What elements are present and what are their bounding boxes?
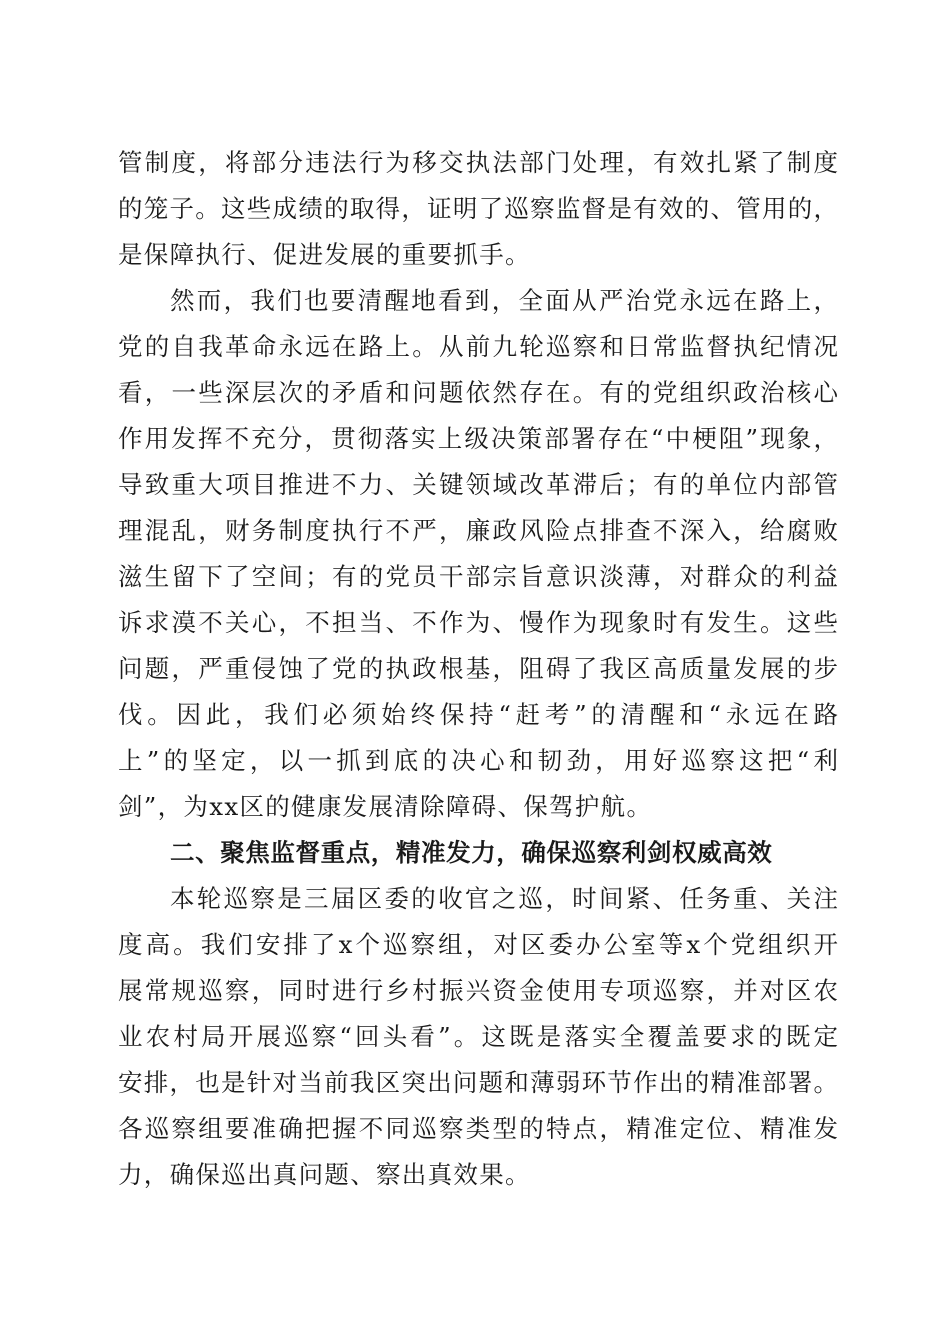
paragraph-2-line-5: 导致重大项目推进不力、关键领域改革滞后；有的单位内部管 — [118, 470, 838, 499]
paragraph-2-line-7: 滋生留下了空间；有的党员干部宗旨意识淡薄，对群众的利益 — [118, 562, 838, 591]
paragraph-2-line-6: 理混乱，财务制度执行不严，廉政风险点排查不深入，给腐败 — [118, 516, 838, 545]
paragraph-2-line-9: 问题，严重侵蚀了党的执政根基，阻碍了我区高质量发展的步 — [118, 654, 838, 683]
paragraph-3-line-1: 本轮巡察是三届区委的收官之巡，时间紧、任务重、关注 — [170, 884, 838, 913]
paragraph-3-line-4: 业农村局开展巡察“回头看”。这既是落实全覆盖要求的既定 — [118, 1022, 838, 1051]
paragraph-3-line-7: 力，确保巡出真问题、察出真效果。 — [118, 1160, 531, 1189]
paragraph-3-line-5: 安排，也是针对当前我区突出问题和薄弱环节作出的精准部署。 — [118, 1068, 838, 1097]
paragraph-2-line-12: 剑”，为xx区的健康发展清除障碍、保驾护航。 — [118, 792, 653, 821]
paragraph-1-line-1: 管制度，将部分违法行为移交执法部门处理，有效扎紧了制度 — [118, 148, 838, 177]
paragraph-1-line-3: 是保障执行、促进发展的重要抓手。 — [118, 240, 531, 269]
paragraph-3-line-6: 各巡察组要准确把握不同巡察类型的特点，精准定位、精准发 — [118, 1114, 838, 1143]
paragraph-2-line-11: 上”的坚定，以一抓到底的决心和韧劲，用好巡察这把“利 — [118, 746, 838, 775]
paragraph-2-line-2: 党的自我革命永远在路上。从前九轮巡察和日常监督执纪情况 — [118, 332, 838, 361]
paragraph-1-line-2: 的笼子。这些成绩的取得，证明了巡察监督是有效的、管用的， — [118, 194, 838, 223]
paragraph-3-line-3: 展常规巡察，同时进行乡村振兴资金使用专项巡察，并对区农 — [118, 976, 838, 1005]
paragraph-2-line-10: 伐。因此，我们必须始终保持“赶考”的清醒和“永远在路 — [118, 700, 838, 729]
paragraph-2-line-8: 诉求漠不关心，不担当、不作为、慢作为现象时有发生。这些 — [118, 608, 838, 637]
section-heading: 二、聚焦监督重点，精准发力，确保巡察利剑权威高效 — [170, 838, 773, 867]
paragraph-2-line-1: 然而，我们也要清醒地看到，全面从严治党永远在路上， — [170, 286, 838, 315]
paragraph-3-line-2: 度高。我们安排了x个巡察组，对区委办公室等x个党组织开 — [118, 930, 838, 959]
paragraph-2-line-3: 看，一些深层次的矛盾和问题依然存在。有的党组织政治核心 — [118, 378, 838, 407]
paragraph-2-line-4: 作用发挥不充分，贯彻落实上级决策部署存在“中梗阻”现象， — [118, 424, 838, 453]
